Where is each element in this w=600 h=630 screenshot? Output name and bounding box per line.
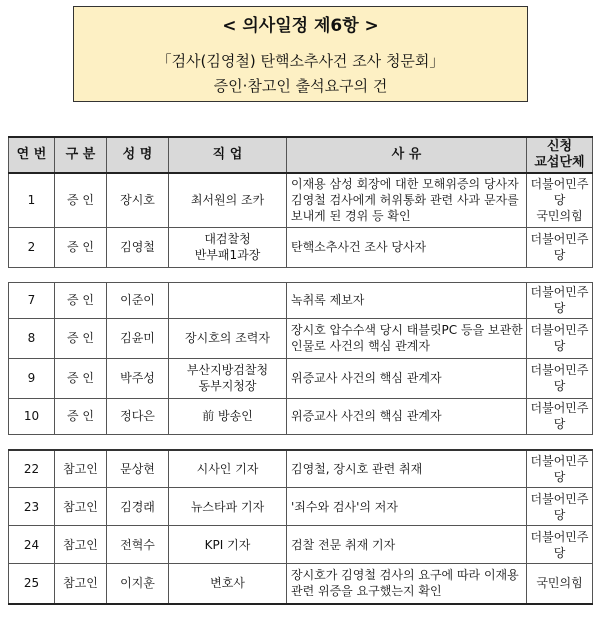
cell-no: 1 <box>9 173 55 227</box>
table-row <box>9 282 593 318</box>
cell-no: 25 <box>9 564 55 604</box>
cell-party: 더불어민주당 <box>527 450 593 488</box>
cell-position-line2: 반부패1과장 <box>194 248 261 262</box>
table-row <box>9 450 593 488</box>
table-row <box>9 488 593 526</box>
table-row <box>9 227 593 267</box>
cell-reason: 탄핵소추사건 조사 당사자 <box>287 227 527 267</box>
cell-no: 24 <box>9 526 55 564</box>
cell-position: KPI 기자 <box>169 526 287 564</box>
cell-no: 10 <box>9 398 55 434</box>
cell-category: 증 인 <box>55 318 107 358</box>
table-row <box>9 358 593 398</box>
cell-name: 김윤미 <box>107 318 169 358</box>
cell-category: 참고인 <box>55 526 107 564</box>
cell-party <box>527 173 593 227</box>
cell-party: 국민의힘 <box>527 564 593 604</box>
cell-position <box>169 358 287 398</box>
hearing-subtitle: 증인·참고인 출석요구의 건 <box>213 77 388 95</box>
cell-name: 박주성 <box>107 358 169 398</box>
cell-reason: 위증교사 사건의 핵심 관계자 <box>287 358 527 398</box>
cell-position: 장시호의 조력자 <box>169 318 287 358</box>
table-row <box>9 318 593 358</box>
cell-name: 김영철 <box>107 227 169 267</box>
row-separator <box>9 434 593 450</box>
cell-category: 증 인 <box>55 398 107 434</box>
cell-position: 뉴스타파 기자 <box>169 488 287 526</box>
cell-party: 더불어민주당 <box>527 526 593 564</box>
cell-position: 최서원의 조카 <box>169 173 287 227</box>
cell-reason: 장시호 압수수색 당시 태블릿PC 등을 보관한 인물로 사건의 핵심 관계자 <box>287 318 527 358</box>
cell-party: 더불어민주당 <box>527 358 593 398</box>
table-row <box>9 173 593 227</box>
cell-party: 더불어민주당 <box>527 318 593 358</box>
cell-category: 참고인 <box>55 488 107 526</box>
cell-no: 22 <box>9 450 55 488</box>
table-row <box>9 564 593 604</box>
col-header-no: 연 번 <box>9 137 55 173</box>
cell-no: 8 <box>9 318 55 358</box>
cell-party-line2: 국민의힘 <box>536 209 583 224</box>
cell-category: 증 인 <box>55 173 107 227</box>
cell-reason: 검찰 전문 취재 기자 <box>287 526 527 564</box>
cell-name: 이준이 <box>107 282 169 318</box>
agenda-header <box>73 6 528 102</box>
col-header-category: 구 분 <box>55 137 107 173</box>
cell-reason: 장시호가 김영철 검사의 요구에 따라 이재용 관련 위증을 요구했는지 확인 <box>287 564 527 604</box>
cell-position <box>169 227 287 267</box>
cell-category: 참고인 <box>55 450 107 488</box>
cell-party: 더불어민주당 <box>527 398 593 434</box>
cell-no: 23 <box>9 488 55 526</box>
hearing-title: 「검사(김영철) 탄핵소추사건 조사 청문회」 <box>156 52 445 70</box>
cell-reason: 위증교사 사건의 핵심 관계자 <box>287 398 527 434</box>
cell-position: 前 방송인 <box>169 398 287 434</box>
cell-position <box>169 282 287 318</box>
col-header-party-line2: 교섭단체 <box>534 155 585 170</box>
cell-reason: '죄수와 검사'의 저자 <box>287 488 527 526</box>
cell-reason: 녹취록 제보자 <box>287 282 527 318</box>
table-row <box>9 398 593 434</box>
cell-name: 장시호 <box>107 173 169 227</box>
cell-no: 7 <box>9 282 55 318</box>
cell-position-line2: 동부지청장 <box>198 379 257 393</box>
col-header-position: 직 업 <box>169 137 287 173</box>
table-row <box>9 526 593 564</box>
cell-category: 참고인 <box>55 564 107 604</box>
cell-position-line1: 부산지방검찰청 <box>186 363 269 377</box>
col-header-party <box>527 137 593 173</box>
cell-name: 전혁수 <box>107 526 169 564</box>
cell-position: 변호사 <box>169 564 287 604</box>
cell-name: 문상현 <box>107 450 169 488</box>
cell-party: 더불어민주당 <box>527 282 593 318</box>
cell-party: 더불어민주당 <box>527 227 593 267</box>
col-header-party-line1: 신청 <box>546 139 573 154</box>
cell-position-line1: 대검찰청 <box>204 232 251 246</box>
cell-name: 정다은 <box>107 398 169 434</box>
agenda-title: < 의사일정 제6항 > <box>222 16 379 36</box>
cell-position: 시사인 기자 <box>169 450 287 488</box>
cell-name: 이지훈 <box>107 564 169 604</box>
cell-reason: 이재용 삼성 회장에 대한 모해위증의 당사자 김영철 검사에게 허위통화 관련 사과 문자를 보내게 된 경위 등 확인 <box>287 173 527 227</box>
col-header-reason: 사 유 <box>287 137 527 173</box>
cell-reason: 김영철, 장시호 관련 취재 <box>287 450 527 488</box>
table-header-row <box>9 137 593 173</box>
cell-name: 김경래 <box>107 488 169 526</box>
col-header-name: 성 명 <box>107 137 169 173</box>
row-separator <box>9 267 593 282</box>
cell-no: 9 <box>9 358 55 398</box>
cell-category: 증 인 <box>55 282 107 318</box>
cell-party: 더불어민주당 <box>527 488 593 526</box>
cell-party-line1: 더불어민주당 <box>530 177 589 208</box>
cell-category: 증 인 <box>55 227 107 267</box>
witness-table <box>8 136 593 605</box>
cell-category: 증 인 <box>55 358 107 398</box>
cell-no: 2 <box>9 227 55 267</box>
